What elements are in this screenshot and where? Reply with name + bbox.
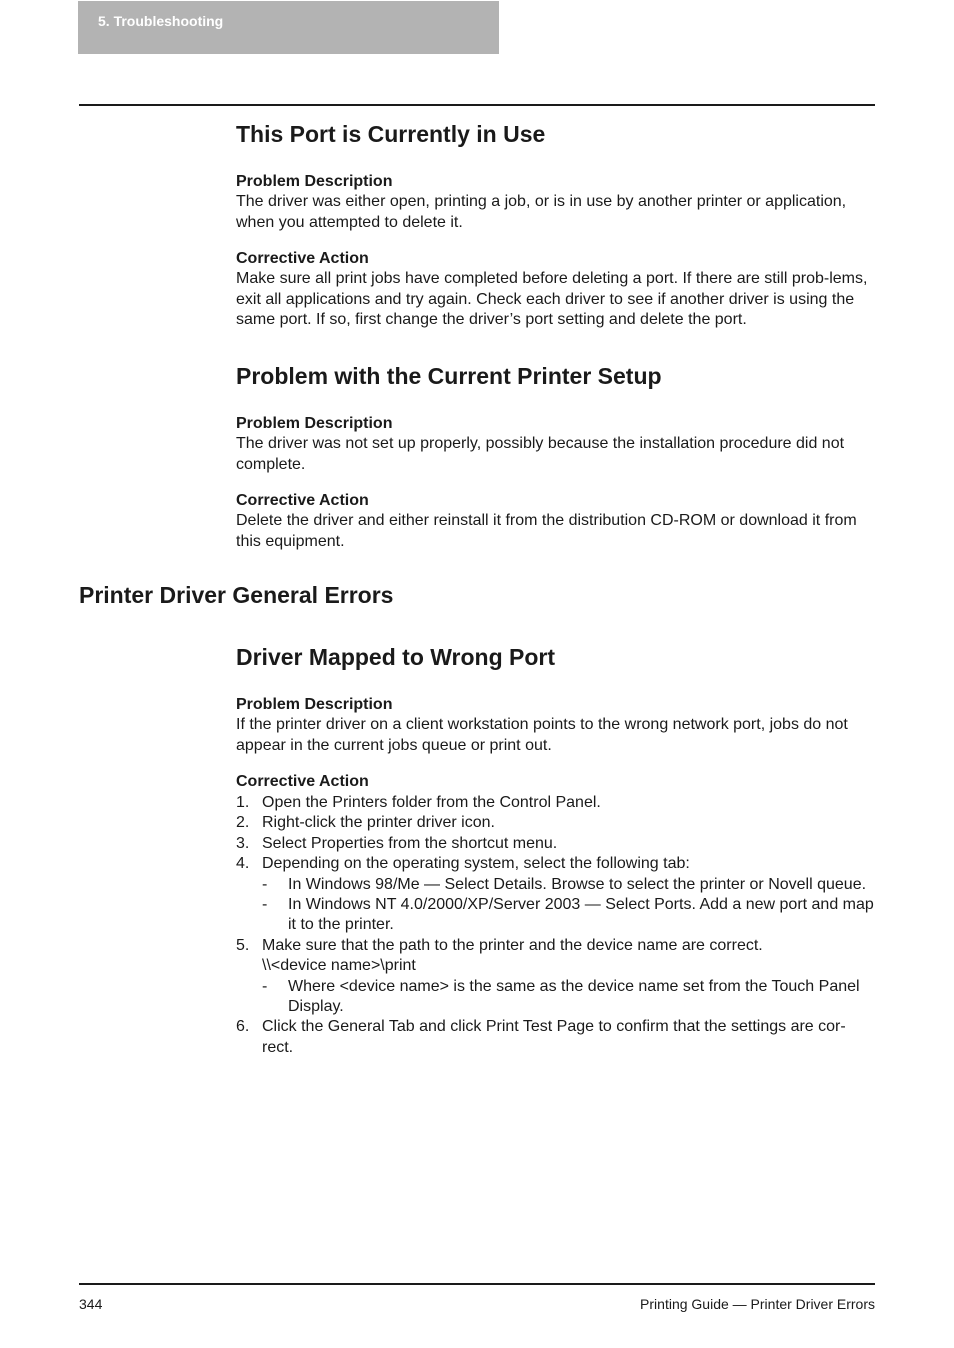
sub-text: In Windows 98/Me — Select Details. Browse to select the printer or Novell queue. <box>288 875 867 893</box>
action-text: Make sure all print jobs have completed before deleting a port. If there are still prob-lems, exit all applications and try again. Check each driver to see if another driver is using the same port. If so, first change the driver’s port setting and delete the port. <box>236 270 868 328</box>
sub-list-item <box>262 875 876 895</box>
step-text: Open the Printers folder from the Control Panel. <box>262 794 601 811</box>
sub-text: Where <device name> is the same as the device name set from the Touch Panel Display. <box>288 977 860 1016</box>
problem-text: The driver was either open, printing a job, or is in use by another printer or application, when you attempted to delete it. <box>236 193 847 231</box>
chapter-tab <box>78 1 499 54</box>
section-title-printer-setup: Problem with the Current Printer Setup <box>236 363 662 389</box>
chapter-section-title: Printer Driver General Errors <box>79 582 394 608</box>
list-item <box>236 1017 876 1058</box>
list-item <box>236 834 876 854</box>
sub-bullet: - <box>262 977 268 995</box>
list-item <box>236 793 876 813</box>
step-number: 3. <box>236 834 250 852</box>
step-text: Click the General Tab and click Print Test Page to confirm that the settings are cor-rect. <box>262 1018 846 1056</box>
device-path: \\<device name>\print <box>262 957 416 975</box>
sub-list <box>262 875 876 936</box>
list-item <box>236 854 876 936</box>
corrective-steps-list <box>236 793 876 1058</box>
sub-list <box>262 977 876 1018</box>
footer-doc-title: Printing Guide — Printer Driver Errors <box>640 1296 875 1312</box>
problem-label: Problem Description <box>236 173 393 190</box>
sub-list-item <box>262 977 876 1018</box>
action-label: Corrective Action <box>236 250 369 267</box>
footer-rule <box>79 1283 875 1285</box>
step-number: 4. <box>236 855 250 873</box>
problem-text: If the printer driver on a client workstation points to the wrong network port, jobs do not appear in the current jobs queue or print out. <box>236 716 848 754</box>
step-text: Right-click the printer driver icon. <box>262 814 495 832</box>
chapter-tab-label: 5. Troubleshooting <box>98 13 224 29</box>
section-title-wrong-port: Driver Mapped to Wrong Port <box>236 644 556 670</box>
problem-label: Problem Description <box>236 415 393 432</box>
step-number: 1. <box>236 794 250 811</box>
sub-bullet: - <box>262 896 268 914</box>
step-text: Make sure that the path to the printer and the device name are correct. <box>262 936 763 954</box>
step-text: Depending on the operating system, select the following tab: <box>262 855 690 873</box>
header-rule <box>79 104 875 106</box>
step-text: Select Properties from the shortcut menu. <box>262 834 558 852</box>
step-number: 6. <box>236 1018 250 1036</box>
sub-list-item <box>262 895 876 936</box>
problem-label: Problem Description <box>236 696 393 713</box>
sub-bullet: - <box>262 875 268 893</box>
step-number: 2. <box>236 814 250 832</box>
section-title-port-in-use: This Port is Currently in Use <box>236 121 546 147</box>
problem-text: The driver was not set up properly, possibly because the installation procedure did not complete. <box>236 435 845 473</box>
list-item <box>236 813 876 833</box>
action-label: Corrective Action <box>236 492 369 509</box>
action-text: Delete the driver and either reinstall it from the distribution CD-ROM or download it from this equipment. <box>236 512 857 550</box>
action-label: Corrective Action <box>236 773 369 790</box>
list-item <box>236 936 876 1018</box>
sub-text: In Windows NT 4.0/2000/XP/Server 2003 — Select Ports. Add a new port and map it to the printer. <box>288 896 874 934</box>
page-number: 344 <box>79 1296 103 1312</box>
step-number: 5. <box>236 936 250 954</box>
